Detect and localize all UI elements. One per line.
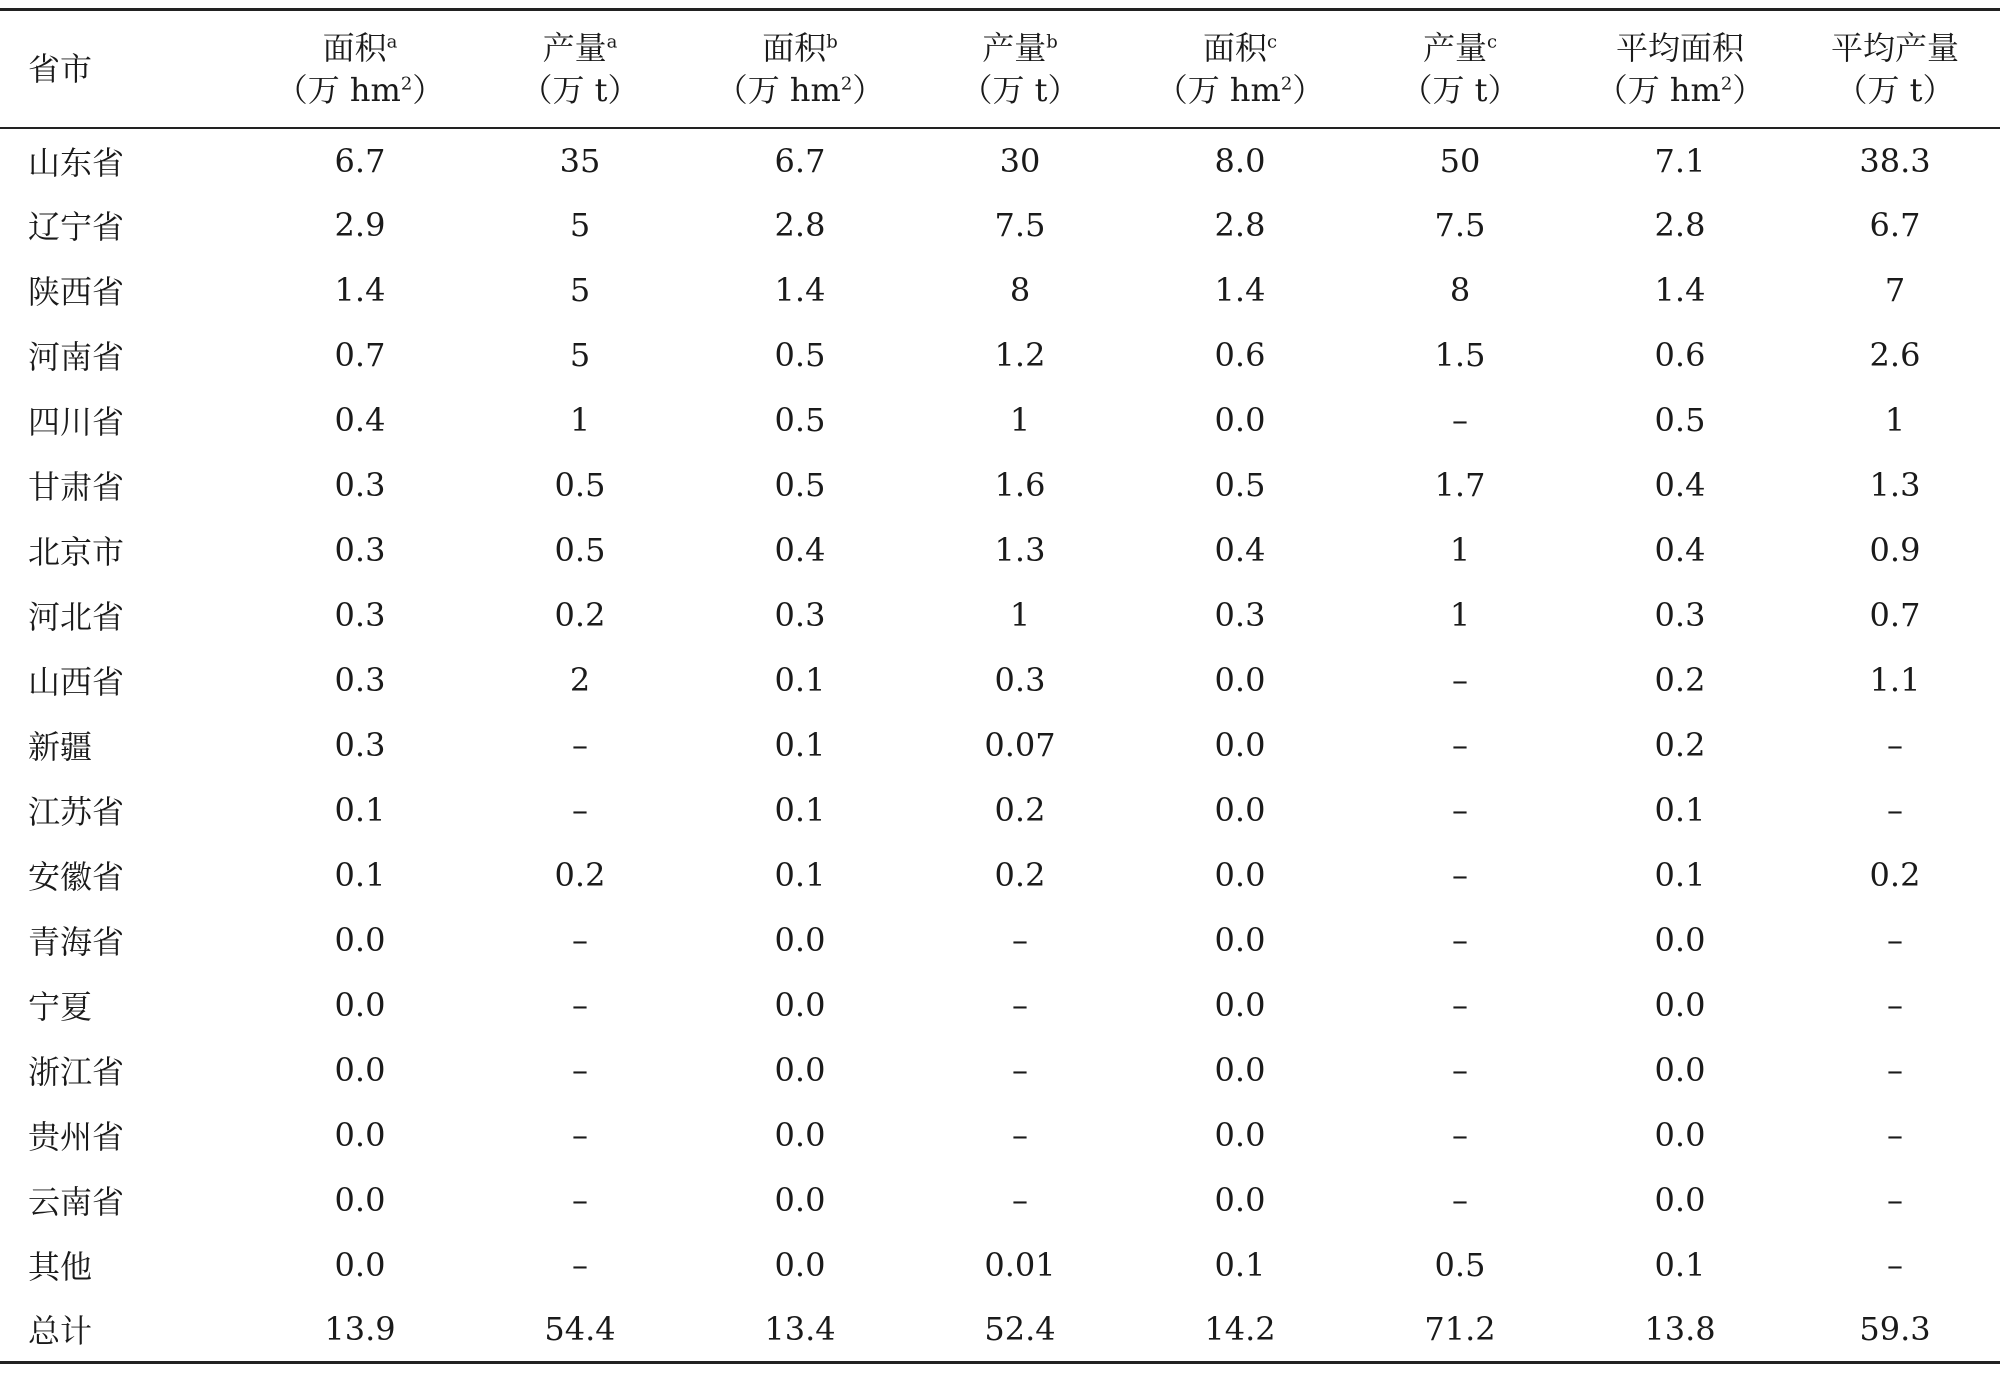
value-cell: 1 [569, 401, 591, 439]
value-cell: 0.0 [334, 921, 386, 959]
header-label [1570, 27, 1790, 69]
province-cell: 江苏省 [28, 793, 125, 831]
value-cell: 7.5 [994, 206, 1046, 244]
header-label [250, 27, 470, 69]
value-cell: 0.4 [1654, 531, 1706, 569]
value-cell: 0.1 [1654, 791, 1706, 829]
province-cell: 浙江省 [28, 1053, 125, 1091]
value-cell: – [572, 1116, 588, 1154]
value-cell: – [1452, 401, 1468, 439]
header-label-sup: b [1046, 31, 1058, 53]
value-cell: 0.0 [1214, 1051, 1266, 1089]
value-cell: 2.8 [1654, 206, 1706, 244]
value-cell: 5 [569, 206, 591, 244]
value-cell: 52.4 [910, 1298, 1130, 1363]
value-cell: 0.0 [1214, 1116, 1266, 1154]
value-cell: – [572, 1051, 588, 1089]
header-label-sup: a [606, 31, 618, 53]
province-cell: 陕西省 [28, 273, 125, 311]
header-label-text: 平均面积 [1615, 28, 1744, 67]
value-cell: 0.3 [1654, 596, 1706, 634]
header-label [470, 27, 690, 69]
value-cell: – [1452, 1116, 1468, 1154]
value-cell: 0.1 [774, 726, 826, 764]
table-row [0, 973, 2000, 1038]
table-row [0, 1038, 2000, 1103]
value-cell: 5 [569, 336, 591, 374]
table-row [0, 583, 2000, 648]
table-row [0, 128, 2000, 193]
value-cell: 0.0 [1654, 986, 1706, 1024]
value-cell: – [1452, 1181, 1468, 1219]
value-cell: – [1887, 1116, 1903, 1154]
value-cell: 0.3 [334, 726, 386, 764]
value-cell: 0.0 [334, 1051, 386, 1089]
value-cell: 6.7 [1869, 206, 1921, 244]
header-unit-pre: （万 hm [1155, 70, 1281, 109]
value-cell: 30 [999, 141, 1041, 180]
value-cell: 6.7 [334, 141, 386, 180]
value-cell: – [1887, 986, 1903, 1024]
header-label-sup: a [386, 31, 398, 53]
value-cell: 0.7 [334, 336, 386, 374]
value-cell: – [1012, 986, 1028, 1024]
value-cell: 0.0 [774, 921, 826, 959]
header-unit [910, 69, 1130, 111]
value-cell: – [1012, 1116, 1028, 1154]
value-cell: 7 [1884, 271, 1906, 309]
value-cell: – [1452, 921, 1468, 959]
province-cell: 河南省 [28, 338, 125, 376]
value-cell: 0.3 [774, 596, 826, 634]
value-cell: 0.5 [1434, 1246, 1486, 1284]
header-label [690, 27, 910, 69]
header-label [910, 27, 1130, 69]
value-cell: 0.0 [774, 1246, 826, 1284]
header-unit-pre: （万 hm [715, 70, 841, 109]
header-label-text: 产量 [982, 28, 1047, 67]
province-cell: 河北省 [28, 598, 125, 636]
value-cell: 2.8 [774, 206, 826, 244]
table-row-total [0, 1298, 2000, 1363]
value-cell: 0.01 [984, 1246, 1056, 1284]
value-cell: 8 [1009, 271, 1031, 309]
table-row [0, 193, 2000, 258]
province-cell: 云南省 [28, 1183, 125, 1221]
value-cell: 0.3 [334, 531, 386, 569]
value-cell: 1.7 [1434, 466, 1486, 504]
value-cell: 0.4 [774, 531, 826, 569]
value-cell: 1 [1009, 401, 1031, 439]
value-cell: 0.3 [334, 466, 386, 504]
value-cell: – [572, 791, 588, 829]
value-cell: 0.1 [1654, 856, 1706, 894]
value-cell: – [572, 921, 588, 959]
value-cell: 71.2 [1350, 1298, 1570, 1363]
value-cell: – [1452, 856, 1468, 894]
value-cell: 13.9 [250, 1298, 470, 1363]
header-col-1 [250, 10, 470, 128]
value-cell: 0.5 [774, 466, 826, 504]
value-cell: 59.3 [1790, 1298, 2000, 1363]
header-label-text: 面积 [1202, 28, 1267, 67]
value-cell: 1.4 [1654, 271, 1706, 309]
table-row [0, 258, 2000, 323]
value-cell: – [1452, 1051, 1468, 1089]
value-cell: 0.0 [774, 986, 826, 1024]
header-col-5 [1130, 10, 1350, 128]
header-unit-sup: 2 [840, 73, 853, 95]
province-area-yield-table [0, 8, 2000, 1364]
value-cell: 0.4 [1654, 466, 1706, 504]
value-cell: 2.9 [334, 206, 386, 244]
value-cell: 0.3 [334, 661, 386, 699]
header-unit [1130, 69, 1350, 111]
value-cell: – [1012, 1181, 1028, 1219]
value-cell: 2.8 [1214, 206, 1266, 244]
header-unit-pre: （万 t） [520, 70, 640, 109]
header-col-7 [1570, 10, 1790, 128]
header-unit [1350, 69, 1570, 111]
header-unit-pre: （万 hm [1595, 70, 1721, 109]
value-cell: – [572, 726, 588, 764]
value-cell: 0.2 [1869, 856, 1921, 894]
value-cell: 0.1 [774, 791, 826, 829]
value-cell: 38.3 [1859, 141, 1931, 180]
value-cell: 0.2 [994, 856, 1046, 894]
value-cell: 0.0 [1214, 986, 1266, 1024]
value-cell: 2 [569, 661, 591, 699]
value-cell: 0.0 [1214, 856, 1266, 894]
value-cell: 1 [1884, 401, 1906, 439]
value-cell: 0.0 [334, 1116, 386, 1154]
value-cell: 0.0 [1654, 1051, 1706, 1089]
province-cell: 宁夏 [28, 988, 93, 1026]
header-label-sup: b [826, 31, 838, 53]
value-cell: 1.4 [1214, 271, 1266, 309]
value-cell: 0.07 [984, 726, 1056, 764]
header-label [1350, 27, 1570, 69]
value-cell: 13.4 [690, 1298, 910, 1363]
value-cell: 0.5 [554, 466, 606, 504]
value-cell: 8 [1449, 271, 1471, 309]
value-cell: 0.0 [1654, 921, 1706, 959]
header-label-text: 面积 [762, 28, 827, 67]
value-cell: – [1452, 791, 1468, 829]
table-row [0, 778, 2000, 843]
header-unit-post: ） [1732, 70, 1765, 109]
header-col-2 [470, 10, 690, 128]
value-cell: 0.1 [334, 791, 386, 829]
value-cell: 1.4 [334, 271, 386, 309]
value-cell: 1.5 [1434, 336, 1486, 374]
value-cell: 0.2 [1654, 726, 1706, 764]
value-cell: 1.3 [1869, 466, 1921, 504]
value-cell: 0.2 [554, 856, 606, 894]
header-label-sup: c [1486, 31, 1498, 53]
value-cell: – [1012, 1051, 1028, 1089]
header-unit [470, 69, 690, 111]
value-cell: 1 [1009, 596, 1031, 634]
value-cell: 54.4 [470, 1298, 690, 1363]
header-unit-sup: 2 [400, 73, 413, 95]
table-row [0, 1168, 2000, 1233]
province-cell: 山东省 [28, 143, 125, 182]
value-cell: 0.3 [1214, 596, 1266, 634]
value-cell: 0.0 [1214, 791, 1266, 829]
value-cell: 0.2 [554, 596, 606, 634]
table-row [0, 1103, 2000, 1168]
value-cell: 8.0 [1214, 141, 1266, 180]
value-cell: 7.5 [1434, 206, 1486, 244]
header-label-text: 产量 [542, 28, 607, 67]
province-cell: 四川省 [28, 403, 125, 441]
value-cell: 0.0 [1214, 921, 1266, 959]
value-cell: 50 [1439, 141, 1481, 180]
value-cell: 0.0 [1214, 661, 1266, 699]
value-cell: 35 [559, 141, 601, 180]
value-cell: 0.0 [1214, 401, 1266, 439]
value-cell: 0.4 [334, 401, 386, 439]
value-cell: – [572, 1181, 588, 1219]
value-cell: 1.2 [994, 336, 1046, 374]
value-cell: 5 [569, 271, 591, 309]
value-cell: 0.6 [1654, 336, 1706, 374]
header-unit-pre: （万 hm [275, 70, 401, 109]
value-cell: 0.5 [774, 401, 826, 439]
value-cell: 0.1 [774, 661, 826, 699]
value-cell: – [1887, 726, 1903, 764]
value-cell: – [572, 1246, 588, 1284]
value-cell: 0.4 [1214, 531, 1266, 569]
province-cell: 辽宁省 [28, 208, 125, 246]
value-cell: 0.7 [1869, 596, 1921, 634]
value-cell: 1.1 [1869, 661, 1921, 699]
table-row [0, 843, 2000, 908]
header-unit-post: ） [412, 70, 445, 109]
table-body [0, 128, 2000, 1363]
table-row [0, 713, 2000, 778]
header-unit-sup: 2 [1720, 73, 1733, 95]
value-cell: 13.8 [1570, 1298, 1790, 1363]
table-row [0, 518, 2000, 583]
value-cell: – [572, 986, 588, 1024]
value-cell: 0.5 [1654, 401, 1706, 439]
value-cell: 0.0 [774, 1051, 826, 1089]
header-row [0, 10, 2000, 128]
value-cell: 0.0 [1654, 1181, 1706, 1219]
header-unit [250, 69, 470, 111]
value-cell: 1.6 [994, 466, 1046, 504]
header-province: 省市 [0, 10, 250, 128]
header-unit-post: ） [1292, 70, 1325, 109]
value-cell: 0.2 [1654, 661, 1706, 699]
value-cell: 0.0 [1654, 1116, 1706, 1154]
header-unit-pre: （万 t） [1400, 70, 1520, 109]
value-cell: – [1887, 1051, 1903, 1089]
header-unit-pre: （万 t） [960, 70, 1080, 109]
province-cell: 总计 [0, 1298, 250, 1363]
table-row [0, 648, 2000, 713]
value-cell: 7.1 [1654, 141, 1706, 180]
value-cell: – [1887, 1181, 1903, 1219]
value-cell: 0.5 [1214, 466, 1266, 504]
value-cell: 0.5 [554, 531, 606, 569]
province-cell: 青海省 [28, 923, 125, 961]
header-label [1130, 27, 1350, 69]
header-unit-post: ） [852, 70, 885, 109]
table-row [0, 453, 2000, 518]
table-row [0, 908, 2000, 973]
header-col-6 [1350, 10, 1570, 128]
header-unit-sup: 2 [1280, 73, 1293, 95]
header-col-3 [690, 10, 910, 128]
value-cell: – [1452, 661, 1468, 699]
value-cell: 0.0 [334, 1246, 386, 1284]
value-cell: 1 [1449, 596, 1471, 634]
header-label [1790, 27, 2000, 69]
value-cell: 0.6 [1214, 336, 1266, 374]
value-cell: – [1452, 986, 1468, 1024]
header-unit [690, 69, 910, 111]
table-row [0, 1233, 2000, 1298]
header-col-8 [1790, 10, 2000, 128]
value-cell: 0.3 [334, 596, 386, 634]
value-cell: 14.2 [1130, 1298, 1350, 1363]
header-label-text: 平均产量 [1830, 28, 1959, 67]
value-cell: 0.0 [1214, 1181, 1266, 1219]
province-cell: 其他 [28, 1248, 93, 1286]
province-cell: 新疆 [28, 728, 93, 766]
header-label-text: 产量 [1422, 28, 1487, 67]
value-cell: 0.5 [774, 336, 826, 374]
value-cell: 1.4 [774, 271, 826, 309]
province-cell: 安徽省 [28, 858, 125, 896]
value-cell: 1.3 [994, 531, 1046, 569]
value-cell: – [1887, 921, 1903, 959]
value-cell: 0.0 [774, 1116, 826, 1154]
value-cell: 0.2 [994, 791, 1046, 829]
data-table-container [0, 8, 2000, 1364]
value-cell: – [1887, 791, 1903, 829]
value-cell: 0.1 [1654, 1246, 1706, 1284]
value-cell: 0.0 [334, 1181, 386, 1219]
province-cell: 山西省 [28, 663, 125, 701]
header-unit [1570, 69, 1790, 111]
value-cell: 2.6 [1869, 336, 1921, 374]
header-unit [1790, 69, 2000, 111]
header-unit-pre: （万 t） [1835, 70, 1955, 109]
value-cell: 0.3 [994, 661, 1046, 699]
table-row [0, 388, 2000, 453]
province-cell: 贵州省 [28, 1118, 125, 1156]
header-label-sup: c [1266, 31, 1278, 53]
table-row [0, 323, 2000, 388]
province-cell: 北京市 [28, 533, 125, 571]
province-cell: 甘肃省 [28, 468, 125, 506]
value-cell: 0.1 [774, 856, 826, 894]
header-label-text: 面积 [322, 28, 387, 67]
header-col-4 [910, 10, 1130, 128]
value-cell: 0.0 [774, 1181, 826, 1219]
value-cell: 0.1 [1214, 1246, 1266, 1284]
table-header [0, 10, 2000, 128]
value-cell: 0.0 [334, 986, 386, 1024]
value-cell: 0.0 [1214, 726, 1266, 764]
value-cell: – [1887, 1246, 1903, 1284]
value-cell: 0.9 [1869, 531, 1921, 569]
value-cell: – [1452, 726, 1468, 764]
value-cell: 0.1 [334, 856, 386, 894]
value-cell: – [1012, 921, 1028, 959]
value-cell: 1 [1449, 531, 1471, 569]
value-cell: 6.7 [774, 141, 826, 180]
